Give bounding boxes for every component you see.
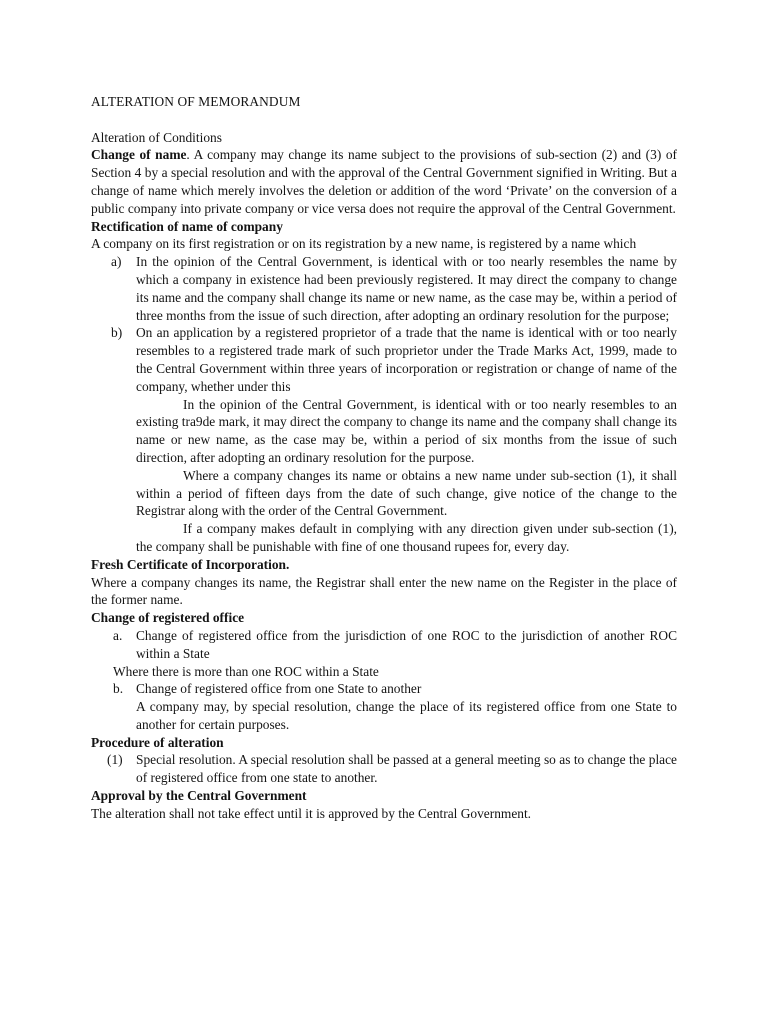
list-marker: a. [113,627,123,643]
rectification-sub-paragraph: If a company makes default in complying with any direction given under sub-section (1), the company shall be punishable with fine of one thousand rupees for, every day. [136,521,677,554]
list-item-text: Change of registered office from one State to another [136,681,422,697]
rectification-item-a [91,253,677,324]
fresh-certificate-heading: Fresh Certificate of Incorporation. [91,556,290,572]
registered-office-item-b [91,680,677,698]
registered-office-item-a [91,627,677,663]
registered-office-note: Where there is more than one ROC within a State [113,663,379,679]
rectification-sub-paragraph: Where a company changes its name or obtains a new name under sub-section (1), it shall within a period of fifteen days from the date of such change, give notice of the change to the Registrar along with the order of the Central Government. [136,467,677,519]
procedure-item-1 [91,751,677,787]
change-of-name-paragraph [91,146,677,217]
list-item-text: Change of registered office from the jurisdiction of one ROC to the jurisdiction of another ROC within a State [136,627,677,661]
change-of-name-lead: Change of name [91,147,187,163]
fresh-certificate-text: Where a company changes its name, the Registrar shall enter the new name on the Register in the place of the former name. [91,574,677,608]
list-item-text: In the opinion of the Central Government, is identical with or too nearly resembles the name by which a company in existence had been previously registered. It may direct the company to change its name and the company shall change its name or new name, as the case may be, within a period of three months from the issue of such direction, after adopting an ordinary resolution for the purpose; [136,254,677,323]
approval-text: The alteration shall not take effect until it is approved by the Central Government. [91,805,532,821]
rectification-heading: Rectification of name of company [91,218,283,234]
list-item-text: On an application by a registered proprietor of a trade that the name is identical with or too nearly resembles to a registered trade mark of such proprietor under the Trade Marks Act, 1999, made to the Central Government within three years of incorporation or registration or change of name of the company, whether under this [136,325,677,394]
document-title: ALTERATION OF MEMORANDUM [91,94,301,109]
section-label-alteration-conditions: Alteration of Conditions [91,129,222,145]
rectification-intro: A company on its first registration or on its registration by a new name, is registered by a name which [91,236,637,252]
list-item-text: Special resolution. A special resolution shall be passed at a general meeting so as to change the place of registered office from one state to another. [136,752,677,786]
rectification-item-b [91,324,677,395]
change-of-name-text: . A company may change its name subject to the provisions of sub-section (2) and (3) of Section 4 by a special resolution and with the approval of the Central Government signified in Writing. But a change of name which merely involves the deletion or addition of the word ‘Private’ on the conversion of a public company into private company or vice versa does not require the approval of the Central Government. [91,147,677,216]
approval-heading: Approval by the Central Government [91,788,307,804]
list-marker: b. [113,681,124,697]
list-marker: (1) [107,752,123,768]
document-page [91,93,677,823]
registered-office-heading: Change of registered office [91,610,245,626]
procedure-heading: Procedure of alteration [91,734,224,750]
list-marker: a) [111,254,122,270]
rectification-sub-paragraph: In the opinion of the Central Government, is identical with or too nearly resembles to an existing tra9de mark, it may direct the company to change its name and the company shall change its name or new name, as the case may be, within a period of six months from the issue of such direction, after adopting an ordinary resolution for the purpose. [136,396,677,465]
list-marker: b) [111,325,123,341]
registered-office-detail: A company may, by special resolution, change the place of its registered office from one State to another for certain purposes. [136,699,677,732]
